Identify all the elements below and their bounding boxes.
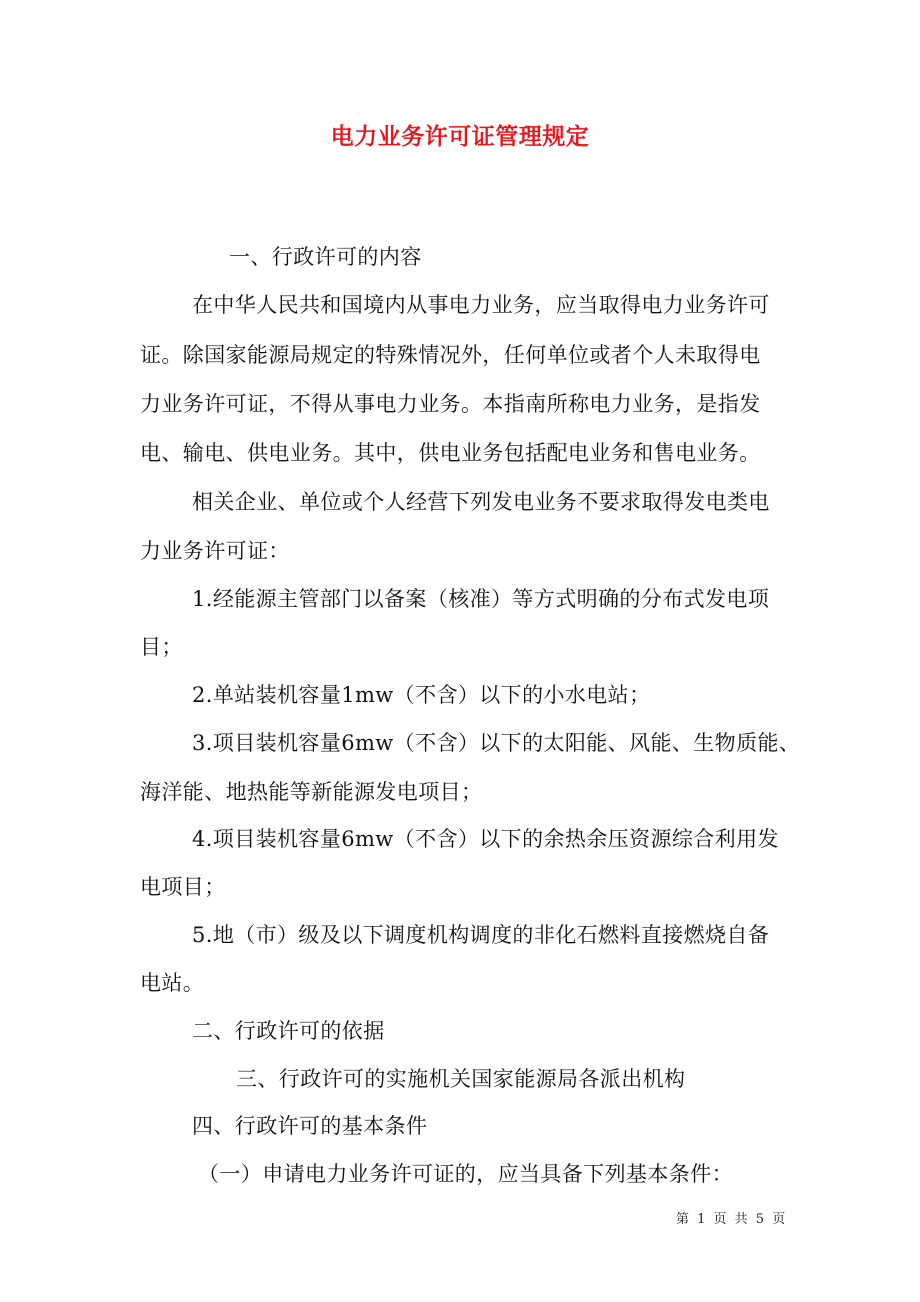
list-item-line: 海洋能、地热能等新能源发电项目；: [140, 780, 483, 804]
section-heading-1: 一、行政许可的内容: [229, 245, 422, 269]
section-heading-4: 四、行政许可的基本条件: [192, 1114, 428, 1138]
list-item-line: 电站。: [140, 971, 205, 995]
paragraph-line: 相关企业、单位或个人经营下列发电业务不要求取得发电类电: [192, 490, 770, 514]
list-item-line: 4.项目装机容量6mw（不含）以下的余热余压资源综合利用发: [192, 827, 779, 851]
paragraph-line: 力业务许可证：: [140, 539, 290, 563]
section-heading-3: 三、行政许可的实施机关国家能源局各派出机构: [236, 1067, 686, 1091]
subsection-heading: （一）申请电力业务许可证的，应当具备下列基本条件：: [198, 1162, 733, 1186]
list-item-line: 1.经能源主管部门以备案（核准）等方式明确的分布式发电项: [192, 587, 770, 611]
paragraph-line: 证。除国家能源局规定的特殊情况外，任何单位或者个人未取得电: [140, 343, 761, 367]
list-item-line: 5.地（市）级及以下调度机构调度的非化石燃料直接燃烧自备: [192, 923, 770, 947]
paragraph-line: 力业务许可证，不得从事电力业务。本指南所称电力业务，是指发: [140, 392, 761, 416]
paragraph-line: 电、输电、供电业务。其中，供电业务包括配电业务和售电业务。: [140, 441, 761, 465]
list-item-line: 3.项目装机容量6mw（不含）以下的太阳能、风能、生物质能、: [192, 731, 801, 755]
page-indicator: 第 1 页 共 5 页: [676, 1212, 788, 1227]
list-item-line: 2.单站装机容量1mw（不含）以下的小水电站；: [192, 683, 651, 707]
section-heading-2: 二、行政许可的依据: [192, 1019, 385, 1043]
document-title: 电力业务许可证管理规定: [330, 123, 590, 150]
list-item-line: 电项目；: [140, 875, 226, 899]
paragraph-line: 在中华人民共和国境内从事电力业务，应当取得电力业务许可: [192, 293, 770, 317]
list-item-line: 目；: [140, 635, 183, 659]
